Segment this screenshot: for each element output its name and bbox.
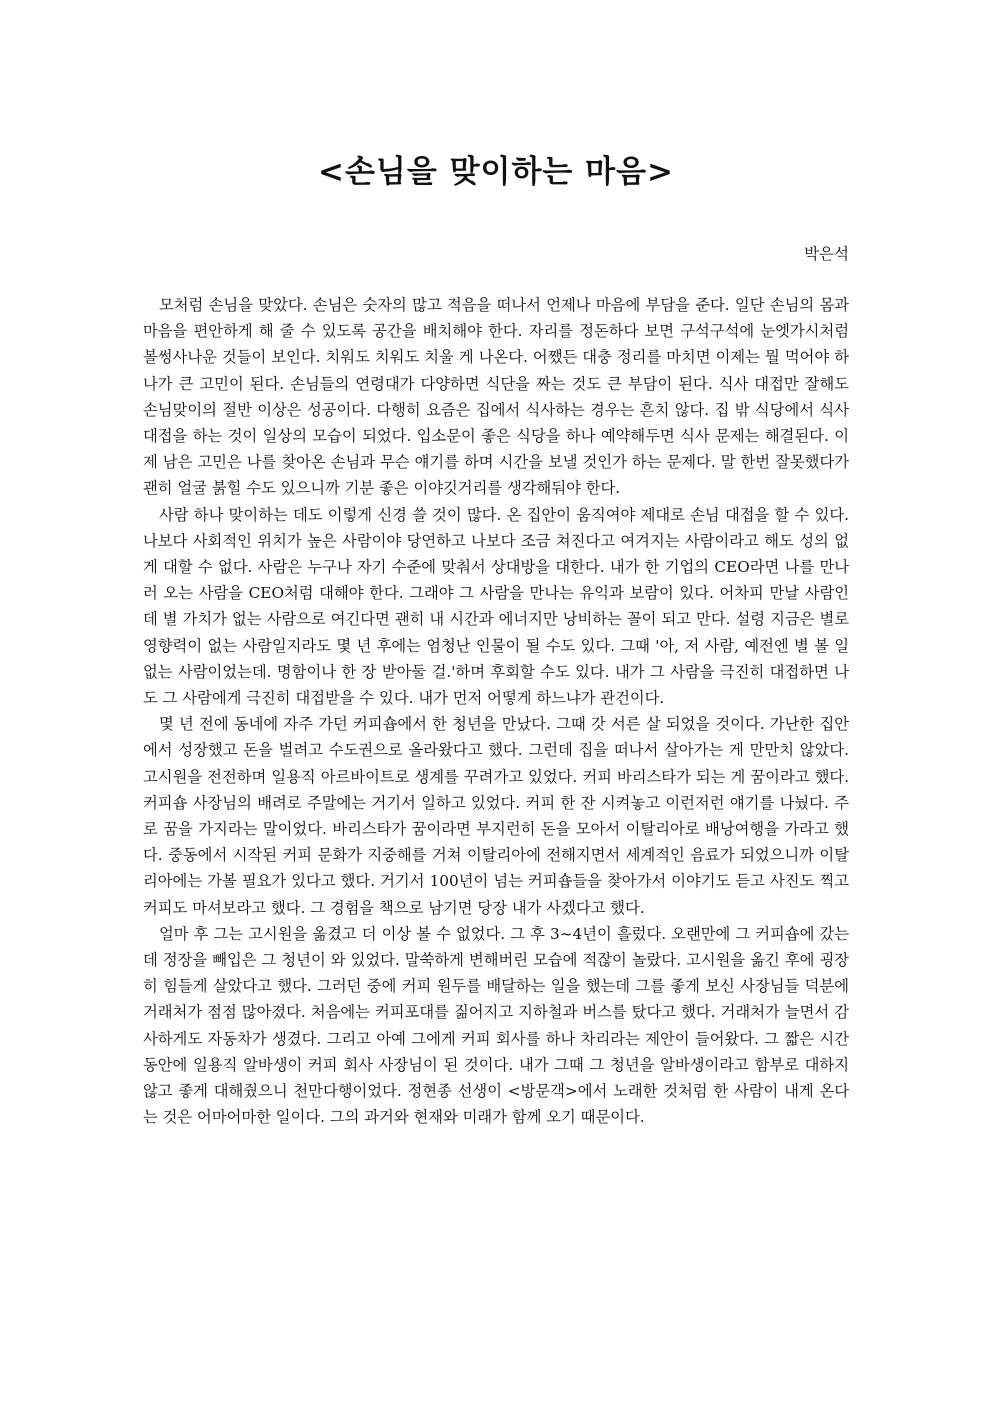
body-text xyxy=(143,292,849,1131)
author-name: 박은석 xyxy=(804,245,849,263)
paragraph: 모처럼 손님을 맞았다. 손님은 숫자의 많고 적음을 떠나서 언제나 마음에 부담을 준다. 일단 손님의 몸과 마음을 편안하게 해 줄 수 있도록 공간을 배치해야 한다. 자리를 정돈하다 보면 구석구석에 눈엣가시처럼 볼썽사나운 것들이 보인다. 치워도 치워도 치울 게 나온다. 어쨌든 대충 정리를 마치면 이제는 뭘 먹어야 하나가 큰 고민이 된다. 손님들의 연령대가 다양하면 식단을 짜는 것도 큰 부담이 된다. 식사 대접만 잘해도 손님맞이의 절반 이상은 성공이다. 다행히 요즘은 집에서 식사하는 경우는 흔치 않다. 집 밖 식당에서 식사 대접을 하는 것이 일상의 모습이 되었다. 입소문이 좋은 식당을 하나 예약해두면 식사 문제는 해결된다. 이제 남은 고민은 나를 찾아온 손님과 무슨 얘기를 하며 시간을 보낼 것인가 하는 문제다. 말 한번 잘못했다가 괜히 얼굴 붉힐 수도 있으니까 기분 좋은 이야깃거리를 생각해둬야 한다. xyxy=(143,296,849,498)
paragraph: 얼마 후 그는 고시원을 옮겼고 더 이상 볼 수 없었다. 그 후 3~4년이 흘렀다. 오랜만에 그 커피숍에 갔는데 정장을 빼입은 그 청년이 와 있었다. 말쑥하게 변해버린 모습에 적잖이 놀랐다. 고시원을 옮긴 후에 굉장히 힘들게 살았다고 했다. 그러던 중에 커피 원두를 배달하는 일을 했는데 그를 좋게 보신 사장님들 덕분에 거래처가 점점 많아졌다. 처음에는 커피포대를 짊어지고 지하철과 버스를 탔다고 했다. 거래처가 늘면서 감사하게도 자동차가 생겼다. 그리고 아예 그에게 커피 회사를 하나 차리라는 제안이 들어왔다. 그 짧은 시간 동안에 일용직 알바생이 커피 회사 사장님이 된 것이다. 내가 그때 그 청년을 알바생이라고 함부로 대하지 않고 좋게 대해줬으니 천만다행이었다. 정현종 선생이 <방문객>에서 노래한 것처럼 한 사람이 내게 온다는 것은 어마어마한 일이다. 그의 과거와 현재와 미래가 함께 오기 때문이다. xyxy=(143,924,849,1127)
document-title: <손님을 맞이하는 마음> xyxy=(317,154,675,190)
paragraph: 몇 년 전에 동네에 자주 가던 커피숍에서 한 청년을 만났다. 그때 갓 서른 살 되었을 것이다. 가난한 집안에서 성장했고 돈을 벌려고 수도권으로 올라왔다고 했다. 그런데 집을 떠나서 살아가는 게 만만치 않았다. 고시원을 전전하며 일용직 아르바이트로 생계를 꾸려가고 있었다. 커피 바리스타가 되는 게 꿈이라고 했다. 커피숍 사장님의 배려로 주말에는 거기서 일하고 있었다. 커피 한 잔 시켜놓고 이런저런 얘기를 나눴다. 주로 꿈을 가지라는 말이었다. 바리스타가 꿈이라면 부지런히 돈을 모아서 이탈리아로 배낭여행을 가라고 했다. 중동에서 시작된 커피 문화가 지중해를 거쳐 이탈리아에 전해지면서 세계적인 음료가 되었으니까 이탈리아에는 가볼 필요가 있다고 했다. 거기서 100년이 넘는 커피숍들을 찾아가서 이야기도 듣고 사진도 찍고 커피도 마셔보라고 했다. 그 경험을 책으로 남기면 당장 내가 사겠다고 했다. xyxy=(143,715,849,917)
paragraph: 사람 하나 맞이하는 데도 이렇게 신경 쓸 것이 많다. 온 집안이 움직여야 제대로 손님 대접을 할 수 있다. 나보다 사회적인 위치가 높은 사람이야 당연하고 나보다 조금 쳐진다고 여겨지는 사람이라고 해도 성의 없게 대할 수 없다. 사람은 누구나 자기 수준에 맞춰서 상대방을 대한다. 내가 한 기업의 CEO라면 나를 만나러 오는 사람을 CEO처럼 대해야 한다. 그래야 그 사람을 만나는 유익과 보람이 있다. 어차피 만날 사람인데 별 가치가 없는 사람으로 여긴다면 괜히 내 시간과 에너지만 낭비하는 꼴이 되고 만다. 설령 지금은 별로 영향력이 없는 사람일지라도 몇 년 후에는 엄청난 인물이 될 수도 있다. 그때 '아, 저 사람, 예전엔 별 볼 일 없는 사람이었는데. 명함이나 한 장 받아둘 걸.'하며 후회할 수도 있다. 내가 그 사람을 극진히 대접하면 나도 그 사람에게 극진히 대접받을 수 있다. 내가 먼저 어떻게 하느냐가 관건이다. xyxy=(143,505,849,708)
